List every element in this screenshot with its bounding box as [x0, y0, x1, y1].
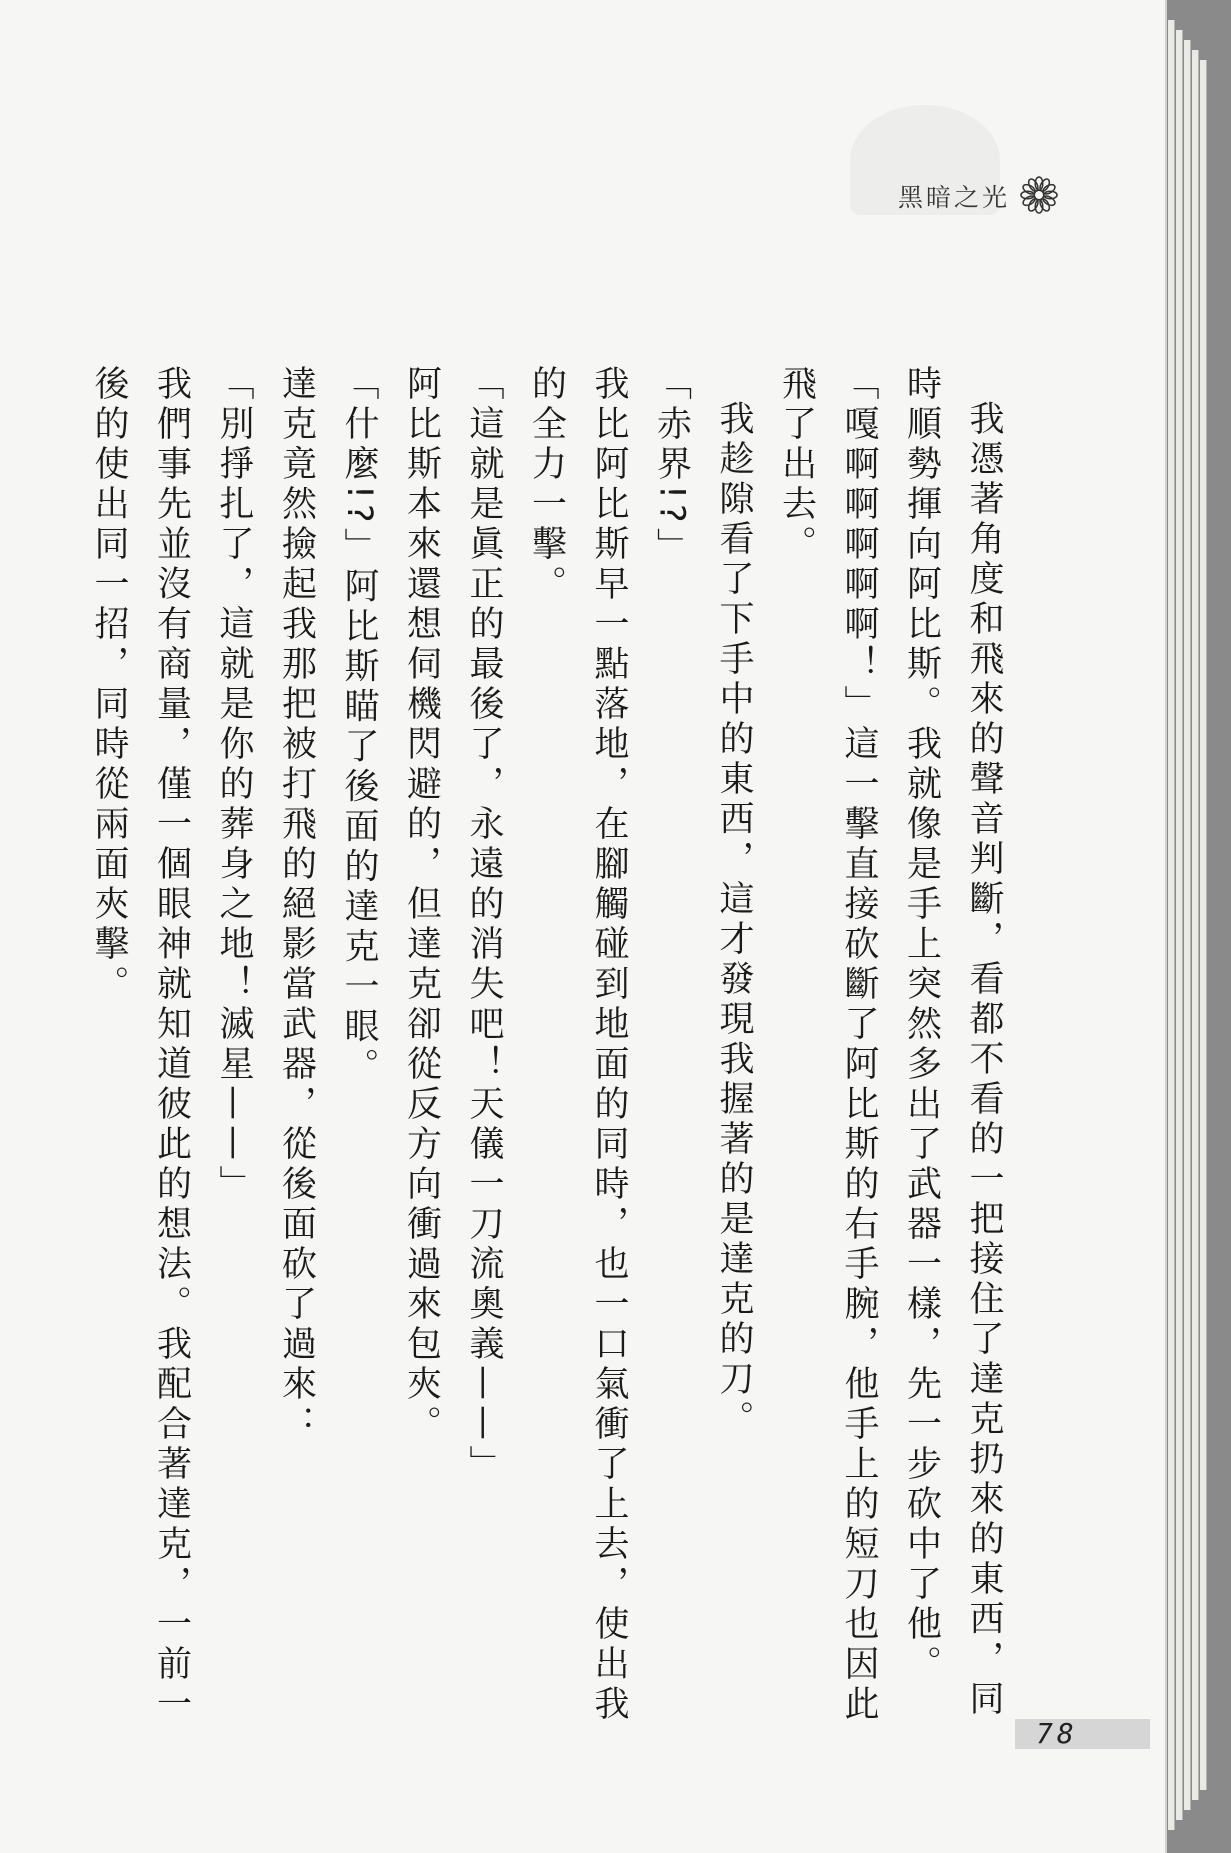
paragraph: 阿比斯本來還想伺機閃避的，但達克卻從反方向衝過來包夾。: [401, 365, 442, 1445]
paragraph: 「赤界!?」: [651, 365, 692, 568]
page-edge: [1192, 50, 1199, 1800]
page-number: 78: [1036, 1717, 1078, 1750]
paragraph: 我趁隙看了下手中的東西，這才發現我握著的是達克的刀。: [714, 400, 754, 1440]
paragraph: 「什麼!?」阿比斯瞄了後面的達克一眼。: [339, 365, 379, 1088]
paragraph: 我憑著角度和飛來的聲音判斷，看都不看的一把接住了達克扔來的東西，同時順勢揮向阿比斯。我就像是手上突然多出了武器一樣，先一步砍中了他。: [901, 365, 1004, 1720]
page-edge: [1200, 60, 1207, 1790]
page-edge: [1168, 20, 1175, 1830]
flower-icon: [1020, 176, 1058, 214]
paragraph: 我們事先並沒有商量，僅一個眼神就知道彼此的想法。我配合著達克，一前一後的使出同一招，同時從兩面夾擊。: [89, 365, 192, 1725]
paragraph: 「這就是眞正的最後了，永遠的消失吧！天儀一刀流奧義——」: [464, 365, 504, 1485]
body-text: [89, 365, 1015, 1735]
page-edge: [1176, 30, 1183, 1820]
paragraph: 我比阿比斯早一點落地，在腳觸碰到地面的同時，也一口氣衝了上去，使出我的全力一擊。: [526, 365, 629, 1725]
page-edge: [1184, 40, 1191, 1810]
paragraph: 「別掙扎了，這就是你的葬身之地！滅星——」: [214, 365, 254, 1205]
running-head-title: 黑暗之光: [898, 183, 1011, 212]
paragraph: 達克竟然撿起我那把被打飛的絕影當武器，從後面砍了過來：: [276, 365, 317, 1445]
paragraph: 「嘎啊啊啊啊啊！」這一擊直接砍斷了阿比斯的右手腕，他手上的短刀也因此飛了出去。: [776, 365, 879, 1725]
